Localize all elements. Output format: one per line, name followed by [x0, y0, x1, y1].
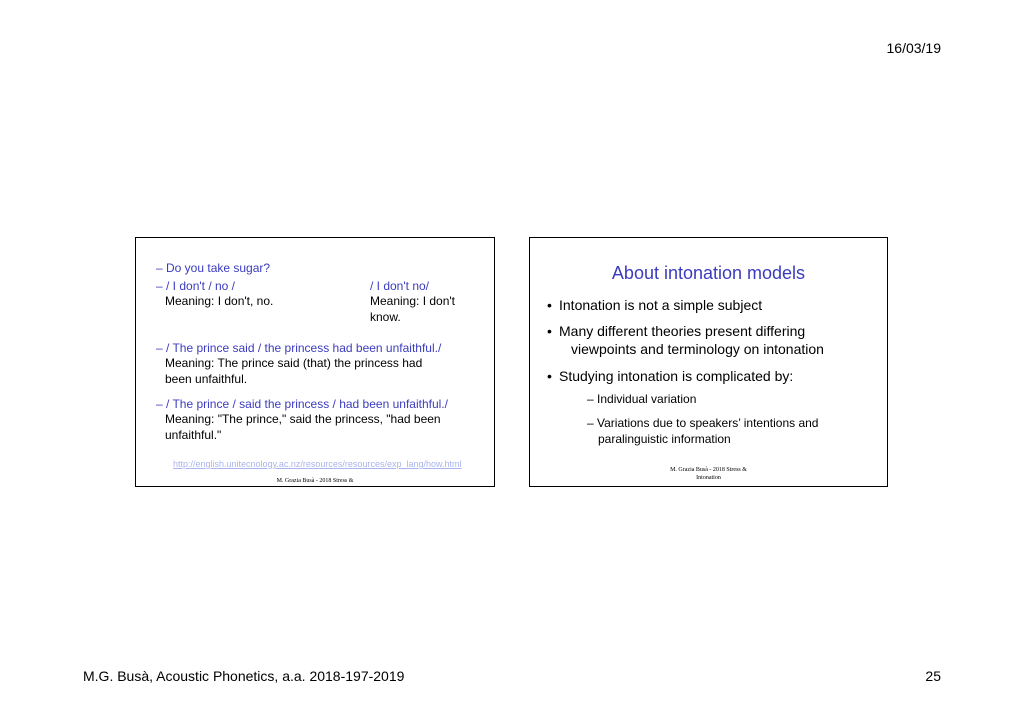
- example-1-left-meaning: Meaning: I don't, no.: [165, 294, 274, 308]
- bullet-text: Many different theories present differing: [559, 323, 806, 339]
- slide-credit: M. Grazia Busà - 2018 Stress &: [276, 478, 354, 484]
- page-date: 16/03/19: [886, 40, 941, 56]
- example-1-left: – / I don't / no /: [156, 279, 236, 293]
- example-1-right-meaning-line2: know.: [370, 310, 401, 324]
- bullet-text: Intonation is not a simple subject: [559, 297, 763, 313]
- example-2-meaning-line1: Meaning: The prince said (that) the princess had: [165, 356, 423, 370]
- bullet-dot-icon: •: [547, 323, 552, 339]
- footer-course-info: M.G. Busà, Acoustic Phonetics, a.a. 2018-197-2019: [83, 668, 405, 684]
- example-3-meaning-line2: unfaithful.": [165, 428, 222, 442]
- reference-link[interactable]: http://english.unitecnology.ac.nz/resources/resources/exp_lang/how.html: [173, 459, 462, 469]
- slide-thumbnail-left: [135, 237, 495, 487]
- slide-title: About intonation models: [611, 263, 806, 283]
- bullet-dot-icon: •: [547, 297, 552, 313]
- bullet-dot-icon: •: [547, 368, 552, 384]
- example-3-meaning-line1: Meaning: "The prince," said the princess, "had been: [165, 412, 441, 426]
- example-2: – / The prince said / the princess had been unfaithful./: [156, 341, 442, 355]
- sub-item-continuation: paralinguistic information: [598, 432, 731, 446]
- slide-credit-line1: M. Grazia Busà - 2018 Stress &: [670, 467, 747, 473]
- page-number: 25: [925, 668, 941, 684]
- slide-thumbnail-right: [529, 237, 888, 487]
- slide-credit-line2: Intonation: [696, 475, 721, 481]
- sub-item: – Individual variation: [587, 392, 697, 406]
- example-1-right-meaning-line1: Meaning: I don't: [370, 294, 456, 308]
- example-2-meaning-line2: been unfaithful.: [165, 372, 248, 386]
- bullet-text: Studying intonation is complicated by:: [559, 368, 794, 384]
- bullet-item: [547, 296, 763, 314]
- example-question: – Do you take sugar?: [156, 261, 271, 275]
- example-3: – / The prince / said the princess / had been unfaithful./: [156, 397, 448, 411]
- bullet-continuation: viewpoints and terminology on intonation: [571, 341, 824, 357]
- example-1-right: / I don't no/: [370, 279, 429, 293]
- bullet-item: [547, 322, 806, 340]
- sub-item: – Variations due to speakers’ intentions and: [587, 416, 819, 430]
- bullet-item: [547, 367, 794, 385]
